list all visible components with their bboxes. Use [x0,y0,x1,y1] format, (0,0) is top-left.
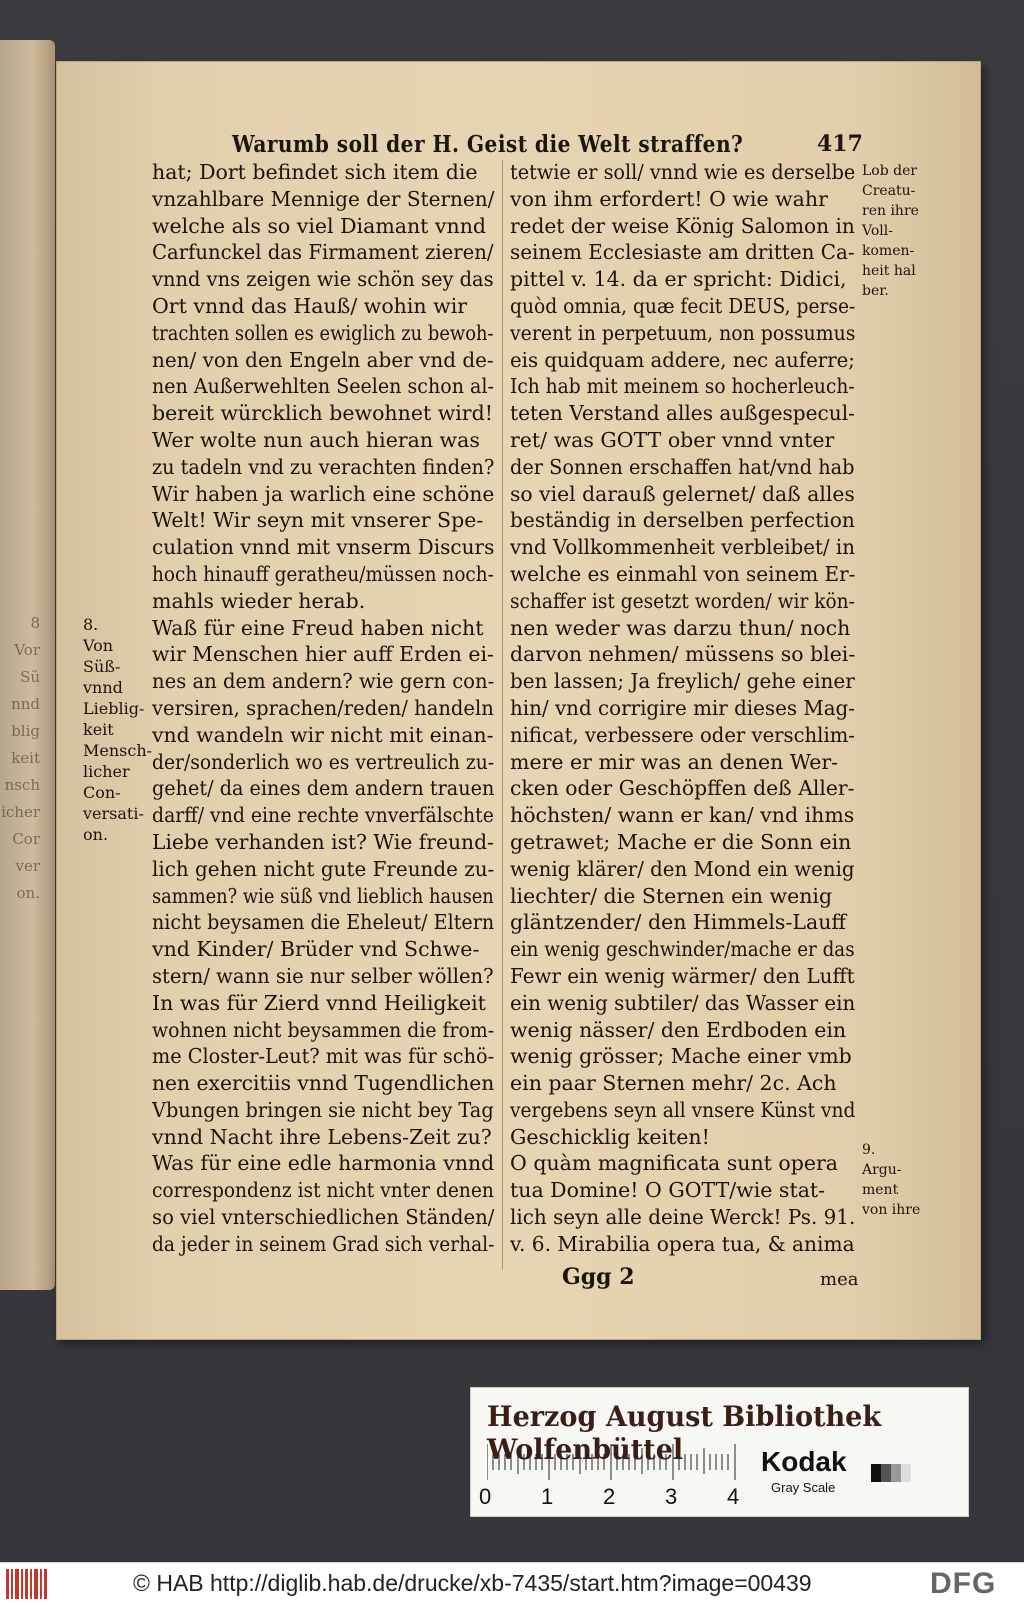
text-line: der Sonnen erschaffen hat/vnd hab [510,454,855,479]
text-line: cken oder Geschöpffen deß Aller- [510,776,855,801]
text-line: hoch hinauff geratheu/müssen noch- [152,561,494,586]
text-line: gehet/ da eines dem andern trauen [152,776,495,801]
text-line: wenig nässer/ den Erdboden ein [510,1017,847,1042]
text-line: bereit würcklich bewohnet wird! [152,401,493,426]
ruler-number-1: 1 [541,1484,554,1509]
text-line: correspondenz ist nicht vnter denen [152,1178,494,1203]
text-line: lich seyn alle deine Werck! Ps. 91. [510,1205,856,1230]
text-line: Waß für eine Freud haben nicht [152,615,484,640]
source-url-link[interactable]: © HAB http://diglib.hab.de/drucke/xb-7435/start.htm?image=00439 [133,1570,812,1596]
text-line: ein wenig geschwinder/mache er das [510,937,855,962]
ruler-ticks [487,1444,737,1480]
barcode-icon [6,1569,50,1599]
text-line: so viel vnterschiedlichen Ständen/ [152,1205,495,1230]
ruler-number-2: 2 [603,1484,616,1509]
column-divider [502,160,503,1270]
text-line: v. 6. Mirabilia opera tua, & anima [510,1231,855,1256]
text-line: Ich hab mit meinem so hocherleuch- [510,374,855,399]
text-line: sammen? wie süß vnd lieblich hausen [152,883,494,908]
color-scale-card [470,1387,969,1517]
gray-scale-label: Gray Scale [771,1480,836,1495]
library-name: Herzog August Bibliothek Wolfenbüttel [487,1400,882,1466]
ruler-number-0: 0 [479,1484,492,1509]
footer-bar [0,1562,1024,1605]
text-line: darff/ vnd eine rechte vnverfälschte [152,803,494,828]
text-line: quòd omnia, quæ fecit DEUS, perse- [510,293,856,318]
text-line: darvon nehmen/ müssens so blei- [510,642,856,667]
gray-patch-mid [891,1464,901,1482]
text-line: me Closter-Leut? mit was für schö- [152,1044,495,1069]
text-line: hat; Dort befindet sich item die [152,160,478,184]
text-line: tetwie er soll/ vnnd wie es derselbe [510,160,856,184]
text-line: ein wenig subtiler/ das Wasser ein [510,990,856,1015]
text-line: Wir haben ja warlich eine schöne [152,481,495,506]
running-head: Warumb soll der H. Geist die Welt straffen? [232,131,744,158]
text-line: Ort vnnd das Hauß/ wohin wir [152,293,468,318]
text-line: wenig grösser; Mache einer vmb [510,1044,852,1069]
text-line: nen Außerwehlten Seelen schon al- [152,374,494,399]
text-line: vnnd Nacht ihre Lebens-Zeit zu? [152,1124,492,1149]
text-line: gläntzender/ den Himmels-Lauff [510,910,846,935]
text-line: In was für Zierd vnnd Heiligkeit [152,990,486,1015]
text-line: Carfunckel das Firmament zieren/ [152,240,494,265]
text-line: vnd wandeln wir nicht mit einan- [152,722,494,747]
text-line: getrawet; Mache er die Sonn ein [510,829,852,854]
text-line: redet der weise König Salomon in [510,213,855,238]
text-line: Was für eine edle harmonia vnnd [152,1151,495,1176]
text-line: wohnen nicht beysammen die from- [152,1017,495,1042]
text-line: ein paar Sternen mehr/ 2c. Ach [510,1071,837,1096]
text-line: hin/ vnd corrigire mir dieses Mag- [510,695,855,720]
text-line: culation vnnd mit vnserm Discurs [152,535,495,560]
footer-credit-link[interactable] [133,1570,812,1597]
text-line: trachten sollen es ewiglich zu bewoh- [152,320,494,345]
text-line: mahls wieder herab. [152,588,366,613]
text-line: Wer wolte nun auch hieran was [152,427,480,452]
text-line: beständig in derselben perfection [510,508,855,533]
text-line: mere er mir was an denen Wer- [510,749,839,774]
text-line: O quàm magnificata sunt opera [510,1151,839,1176]
text-line: welche es einmahl von seinem Er- [510,561,856,586]
text-line: ret/ was GOTT ober vnnd vnter [510,427,835,452]
text-line: seinem Ecclesiaste am dritten Ca- [510,240,855,265]
text-line: Welt! Wir seyn mit vnserer Spe- [152,508,484,533]
text-line: Vbungen bringen sie nicht bey Tag [152,1097,494,1122]
text-line: vnd Vollkommenheit verbleibet/ in [510,535,855,560]
text-line: vnd Kinder/ Brüder vnd Schwe- [152,937,480,962]
right-column [510,159,860,1258]
text-line: nes an dem andern? wie gern con- [152,669,495,694]
dfg-logo: DFG [930,1567,997,1600]
text-line: versiren, sprachen/reden/ handeln [152,695,494,720]
text-line: vnzahlbare Mennige der Sternen/ [152,186,495,211]
page-number: 417 [817,131,863,157]
margin-note-top-right: Lob der Creatu- ren ihre Voll- komen- heit hal ber. [862,163,919,299]
kodak-logo: Kodak [761,1446,847,1477]
text-line: ben lassen; Ja freylich/ gehe einer [510,669,855,694]
text-line: da jeder in seinem Grad sich verhal- [152,1231,495,1256]
text-line: von ihm erfordert! O wie wahr [510,186,828,211]
left-column [152,159,497,1258]
text-line: der/sonderlich wo es vertreulich zu- [152,749,495,774]
text-line: eis quidquam addere, nec auferre; [510,347,855,372]
text-line: nificat, verbessere oder verschlim- [510,722,855,747]
text-line: Fewr ein wenig wärmer/ den Lufft [510,963,855,988]
text-line: welche als so viel Diamant vnnd [152,213,487,238]
text-line: verent in perpetuum, non possumus [510,320,856,345]
text-line: stern/ wann sie nur selber wöllen? [152,963,494,988]
gray-patch-light [901,1464,911,1482]
margin-note-bottom-right: 9. Argu- ment von ihre [862,1142,921,1218]
gray-patch-dark [881,1464,891,1482]
text-line: höchsten/ wann er kan/ vnd ihms [510,803,855,828]
text-line: wenig klärer/ den Mond ein wenig [510,856,855,881]
text-line: tua Domine! O GOTT/wie stat- [510,1178,826,1203]
gray-patch-black [871,1464,881,1482]
signature-mark: Ggg 2 [562,1264,635,1290]
text-line: liechter/ die Sternen ein wenig [510,883,833,908]
left-page-bleed-text: 8 Vor Sü nnd blig keit nsch icher Cor ver on. [1,614,40,902]
text-line: Liebe verhanden ist? Wie freund- [152,829,494,854]
text-line: zu tadeln vnd zu verachten finden? [152,454,495,479]
text-line: vergebens seyn all vnsere Künst vnd [510,1097,856,1122]
text-line: pittel v. 14. da er spricht: Didici, [510,267,847,292]
text-line: schaffer ist gesetzt worden/ wir kön- [510,588,855,613]
text-line: nicht beysamen die Eheleut/ Eltern [152,910,495,935]
text-line: so viel darauß gelernet/ daß alles [510,481,855,506]
text-line: nen exercitiis vnnd Tugendlichen [152,1071,495,1096]
catchword: mea [820,1269,859,1290]
text-line: nen/ von den Engeln aber vnd de- [152,347,494,372]
text-line: teten Verstand alles außgespecul- [510,401,855,426]
margin-note-left: 8. Von Süß- vnnd Lieblig- keit Mensch- licher Con- versati- on. [83,615,153,844]
text-line: lich gehen nicht gute Freunde zu- [152,856,495,881]
ruler-number-4: 4 [727,1484,740,1509]
text-line: nen weder was darzu thun/ noch [510,615,851,640]
text-line: vnnd vns zeigen wie schön sey das [152,267,494,292]
ruler-number-3: 3 [665,1484,678,1509]
text-line: Geschicklig keiten! [510,1124,710,1149]
text-line: wir Menschen hier auff Erden ei- [152,642,494,667]
